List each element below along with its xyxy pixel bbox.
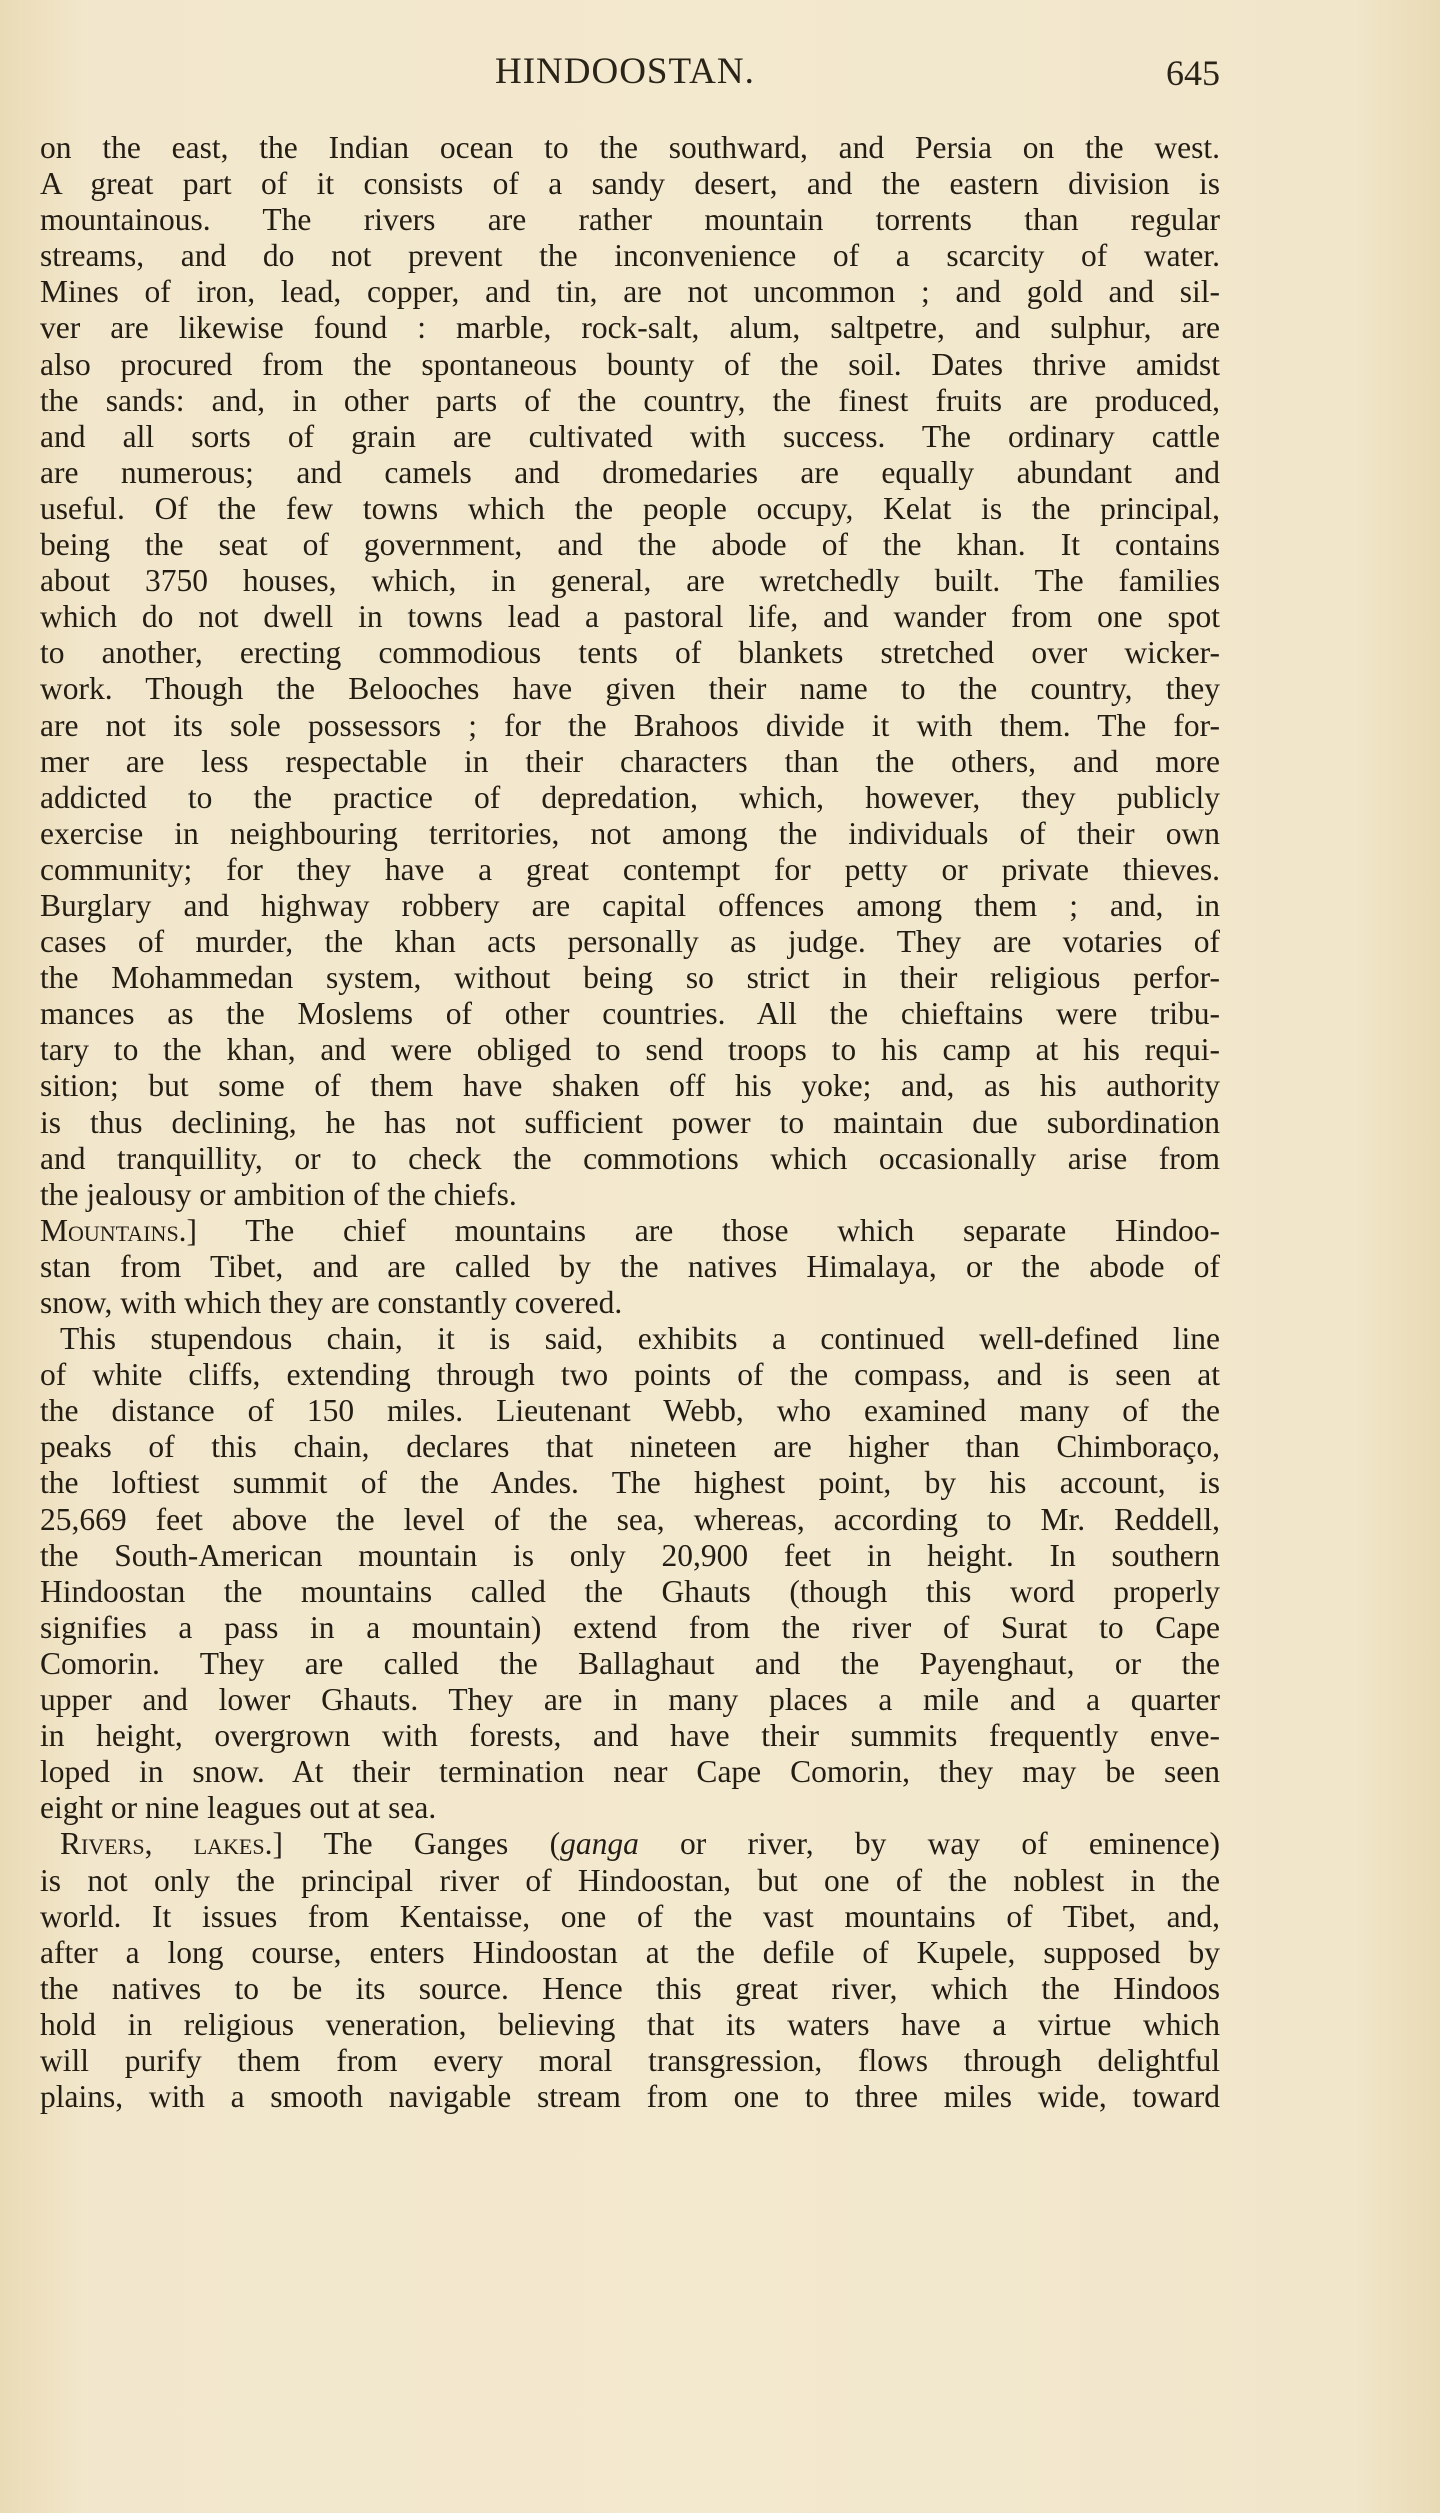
text-line: is not only the principal river of Hindoostan, but one of the noblest in the xyxy=(40,1862,1220,1898)
paragraph-rivers xyxy=(40,1826,1220,2115)
text-line: A great part of it consists of a sandy desert, and the eastern division is xyxy=(40,166,1220,202)
text-line: cases of murder, the khan acts personally as judge. They are votaries of xyxy=(40,924,1220,960)
text-line: exercise in neighbouring territories, not among the individuals of their own xyxy=(40,815,1220,851)
text-line-with-sidehead xyxy=(40,1213,1220,1249)
running-head: HINDOOSTAN. xyxy=(495,51,755,92)
text-line: This stupendous chain, it is said, exhibits a continued well-defined line xyxy=(60,1321,1220,1357)
text-run: The chief mountains are those which separate Hindoo- xyxy=(197,1212,1220,1248)
text-line: on the east, the Indian ocean to the southward, and Persia on the west. xyxy=(40,130,1220,165)
text-line: signifies a pass in a mountain) extend from the river of Surat to Cape xyxy=(40,1609,1220,1645)
text-line: the sands: and, in other parts of the country, the finest fruits are produced, xyxy=(40,382,1220,418)
text-line: sition; but some of them have shaken off his yoke; and, as his authority xyxy=(40,1068,1220,1104)
text-line: mer are less respectable in their characters than the others, and more xyxy=(40,743,1220,779)
text-line: hold in religious veneration, believing that its waters have a virtue which xyxy=(40,2006,1220,2042)
text-line: the distance of 150 miles. Lieutenant Webb, who examined many of the xyxy=(40,1393,1220,1429)
text-line: the Mohammedan system, without being so strict in their religious perfor- xyxy=(40,960,1220,996)
text-line: in height, overgrown with forests, and have their summits frequently enve- xyxy=(40,1718,1220,1754)
text-line: are numerous; and camels and dromedaries are equally abundant and xyxy=(40,454,1220,490)
page-number: 645 xyxy=(1166,53,1220,93)
text-line: Burglary and highway robbery are capital offences among them ; and, in xyxy=(40,887,1220,923)
text-line: eight or nine leagues out at sea. xyxy=(40,1790,437,1826)
text-line: work. Though the Belooches have given their name to the country, they xyxy=(40,671,1220,707)
text-line: will purify them from every moral transgression, flows through delightful xyxy=(40,2042,1220,2078)
text-line: the jealousy or ambition of the chiefs. xyxy=(40,1176,517,1212)
text-line: community; for they have a great contempt for petty or private thieves. xyxy=(40,851,1220,887)
body-text xyxy=(40,130,1220,2115)
text-line: plains, with a smooth navigable stream from one to three miles wide, toward xyxy=(40,2079,1220,2115)
text-line: are not its sole possessors ; for the Brahoos divide it with them. The for- xyxy=(40,707,1220,743)
text-line: useful. Of the few towns which the people occupy, Kelat is the principal, xyxy=(40,490,1220,526)
text-line: upper and lower Ghauts. They are in many places a mile and a quarter xyxy=(40,1682,1220,1718)
text-line: world. It issues from Kentaisse, one of the vast mountains of Tibet, and, xyxy=(40,1898,1220,1934)
text-run: or river, by way of eminence) xyxy=(638,1826,1220,1862)
text-line: about 3750 houses, which, in general, are wretchedly built. The families xyxy=(40,563,1220,599)
text-line: Mines of iron, lead, copper, and tin, are not uncommon ; and gold and sil- xyxy=(40,274,1220,310)
text-line: snow, with which they are constantly covered. xyxy=(40,1285,623,1320)
text-run: The Ganges ( xyxy=(282,1826,561,1862)
sidehead-mountains: Mountains.] xyxy=(40,1212,198,1248)
text-line: mances as the Moslems of other countries. All the chieftains were tribu- xyxy=(40,996,1220,1032)
text-line: 25,669 feet above the level of the sea, whereas, according to Mr. Reddell, xyxy=(40,1501,1220,1537)
text-line: peaks of this chain, declares that nineteen are higher than Chimboraço, xyxy=(40,1429,1220,1465)
sidehead-rivers-lakes: Rivers, lakes.] xyxy=(60,1826,283,1862)
paragraph-belochistan xyxy=(40,130,1220,1213)
paragraph-himalaya xyxy=(40,1321,1220,1826)
paragraph-mountains xyxy=(40,1213,1220,1321)
page-header xyxy=(40,50,1220,100)
text-line: is thus declining, he has not sufficient power to maintain due subordination xyxy=(40,1104,1220,1140)
text-line: streams, and do not prevent the inconvenience of a scarcity of water. xyxy=(40,238,1220,274)
text-line: mountainous. The rivers are rather mountain torrents than regular xyxy=(40,202,1220,238)
text-line-with-sidehead xyxy=(40,1826,1220,1862)
text-line: and all sorts of grain are cultivated with success. The ordinary cattle xyxy=(40,418,1220,454)
text-line: tary to the khan, and were obliged to send troops to his camp at his requi- xyxy=(40,1032,1220,1068)
text-line: of white cliffs, extending through two points of the compass, and is seen at xyxy=(40,1357,1220,1393)
italic-term: ganga xyxy=(560,1826,639,1862)
text-line: Comorin. They are called the Ballaghaut and the Payenghaut, or the xyxy=(40,1645,1220,1681)
text-line: ver are likewise found : marble, rock-salt, alum, saltpetre, and sulphur, are xyxy=(40,310,1220,346)
text-line: to another, erecting commodious tents of blankets stretched over wicker- xyxy=(40,635,1220,671)
text-line: addicted to the practice of depredation, which, however, they publicly xyxy=(40,779,1220,815)
text-line: Hindoostan the mountains called the Ghauts (though this word properly xyxy=(40,1573,1220,1609)
text-line: the South-American mountain is only 20,900 feet in height. In southern xyxy=(40,1537,1220,1573)
text-line: and tranquillity, or to check the commotions which occasionally arise from xyxy=(40,1140,1220,1176)
text-line: stan from Tibet, and are called by the natives Himalaya, or the abode of xyxy=(40,1248,1220,1284)
text-line: being the seat of government, and the abode of the khan. It contains xyxy=(40,527,1220,563)
text-line: the natives to be its source. Hence this great river, which the Hindoos xyxy=(40,1970,1220,2006)
text-line: after a long course, enters Hindoostan at the defile of Kupele, supposed by xyxy=(40,1934,1220,1970)
text-line: which do not dwell in towns lead a pastoral life, and wander from one spot xyxy=(40,599,1220,635)
text-line: loped in snow. At their termination near Cape Comorin, they may be seen xyxy=(40,1754,1220,1790)
text-line: the loftiest summit of the Andes. The highest point, by his account, is xyxy=(40,1465,1220,1501)
text-line: also procured from the spontaneous bounty of the soil. Dates thrive amidst xyxy=(40,346,1220,382)
